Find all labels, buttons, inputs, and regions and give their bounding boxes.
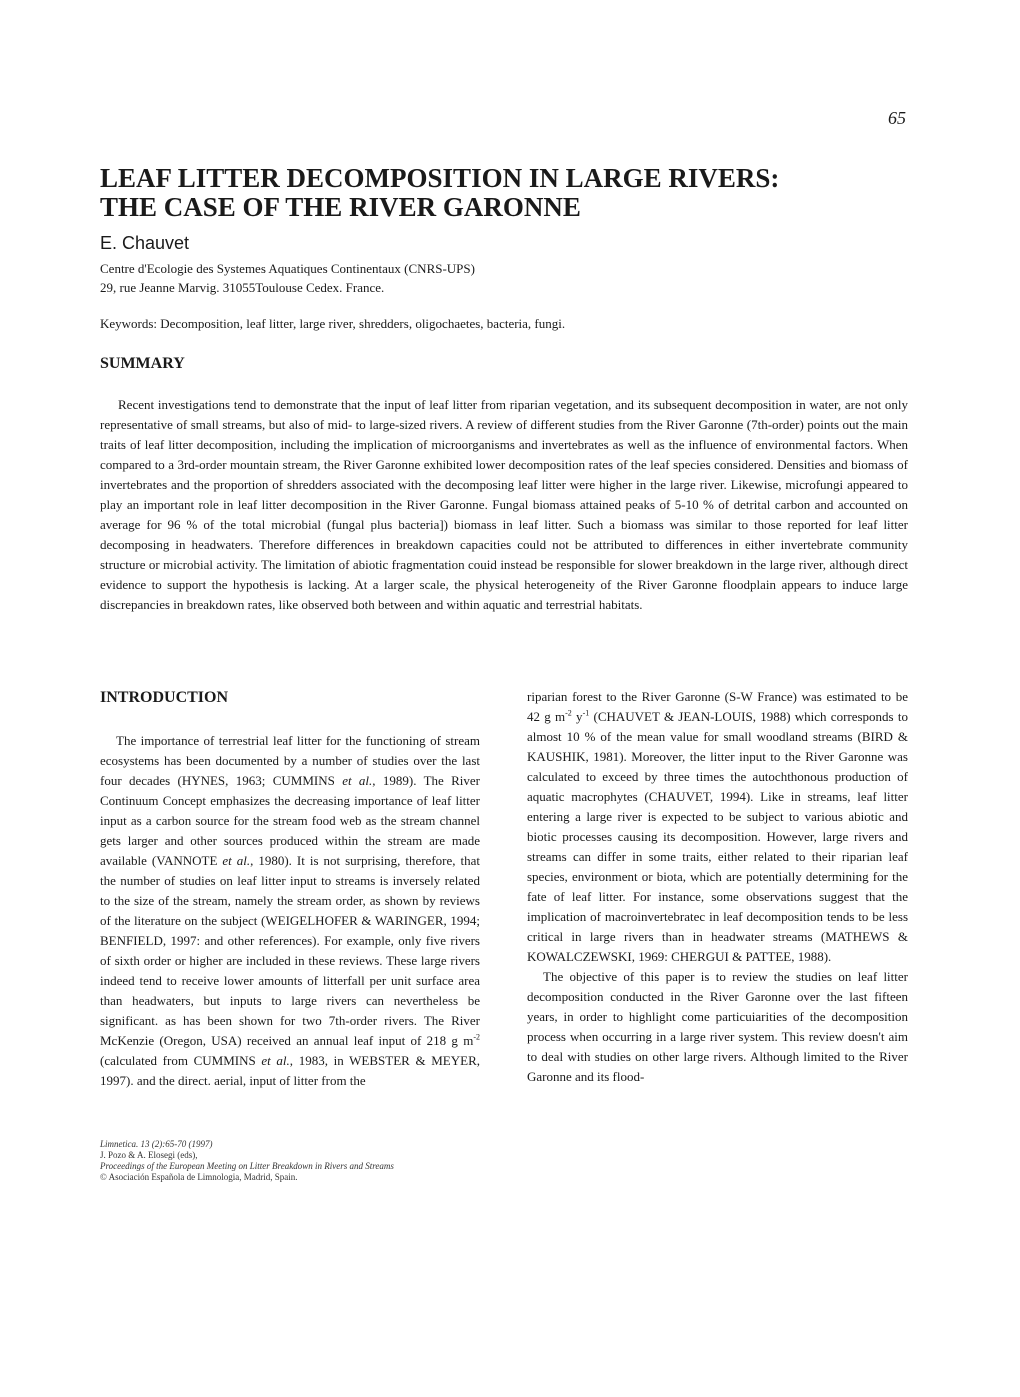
footer-proceedings: Proceedings of the European Meeting on Litter Breakdown in Rivers and Streams bbox=[100, 1161, 394, 1171]
title-line-2: THE CASE OF THE RIVER GARONNE bbox=[100, 192, 581, 222]
footer-editors: J. Pozo & A. Elosegi (eds), bbox=[100, 1150, 198, 1160]
introduction-heading: INTRODUCTION bbox=[100, 689, 229, 706]
affiliation bbox=[100, 259, 475, 297]
footer-copyright: © Asociación Española de Limnologia, Madrid, Spain. bbox=[100, 1172, 298, 1182]
intro-paragraph-1: The importance of terrestrial leaf litter for the functioning of stream ecosystems has been documented by a number of studies over the last four decades (HYNES, 1963; CUMMINS et al., 1989). The River Continuum Concept emphasizes the decreasing importance of leaf litter input as a carbon source for the stream food web as the stream channel gets larger and other sources produced within the stream are made available (VANNOTE et al., 1980). It is not surprising, therefore, that the number of studies on leaf litter input to streams is inversely related to the size of the stream, namely the stream order, as shown by reviews of the literature on the subject (WEIGELHOFER & WARINGER, 1994; BENFIELD, 1997: and other references). For example, only five rivers of sixth order or higher are included in these reviews. These large rivers indeed tend to receive lower amounts of litterfall per unit surface area than headwaters, but inputs to large rivers can nevertheless be significant. as has been shown for two 7th-order rivers. The River McKenzie (Oregon, USA) received an annual leaf input of 218 g $m^{-2}$ (calculated from CUMMINS et al., 1983, in WEBSTER & MEYER, 1997). and the direct. aerial, input of litter from the bbox=[100, 733, 481, 1088]
affiliation-line-1: Centre d'Ecologie des Systemes Aquatiques Continentaux (CNRS-UPS) bbox=[100, 261, 475, 276]
introduction-column-left bbox=[100, 731, 480, 1091]
title-line-1: LEAF LITTER DECOMPOSITION IN LARGE RIVERS: bbox=[100, 163, 780, 193]
intro-paragraph-1-cont: riparian forest to the River Garonne (S-W France) was estimated to be 42 g $m^{-2}$ $y^{-1}$ (CHAUVET & JEAN-LOUIS, 1988) which corresponds to almost 10 % of the mean value for small woodland streams (BIRD & KAUSHIK, 1981). Moreover, the litter input to the River Garonne was calculated to exceed by three times the autochthonous production of aquatic macrophytes (CHAUVET, 1994). Like in streams, leaf litter entering a large river is expected to be subject to various abiotic and biotic processes causing its decomposition. However, large rivers and streams can differ in some traits, either related to their riparian leaf species, environment or biota, which are potentially determining for the fate of leaf litter. For instance, some observations suggest that the implication of macroinvertebratec in leaf decomposition tends to be less critical in large rivers than in headwater streams (MATHEWS & KOWALCZEWSKI, 1969: CHERGUI & PATTEE, 1988). bbox=[527, 689, 908, 964]
intro-paragraph-2: The objective of this paper is to review the studies on leaf litter decomposition conducted in the River Garonne over the last fifteen years, in order to highlight come particuiarities of the decomposition process when occurring in a large river system. This review doesn't aim to deal with studies on other large rivers. Although limited to the River Garonne and its flood- bbox=[527, 969, 908, 1084]
introduction-column-right bbox=[527, 687, 908, 1087]
page-number: 65 bbox=[888, 108, 906, 128]
paper-title bbox=[100, 164, 920, 222]
author-name: E. Chauvet bbox=[100, 233, 190, 253]
keywords: Keywords: Decomposition, leaf litter, large river, shredders, oligochaetes, bacteria, fungi. bbox=[100, 316, 566, 331]
footer-journal: Limnetica. 13 (2):65-70 (1997) bbox=[100, 1139, 213, 1149]
publication-footer bbox=[100, 1139, 394, 1183]
summary-text: Recent investigations tend to demonstrate that the input of leaf litter from riparian vegetation, and its subsequent decomposition in water, are not only representative of small streams, but also of mid- to large-sized rivers. A review of different studies from the River Garonne (7th-order) points out the main traits of leaf litter decomposition, including the implication of microorganisms and invertebrates as well as the influence of environmental factors. When compared to a 3rd-order mountain stream, the River Garonne exhibited lower decomposition rates of the leaf species considered. Densities and biomass of invertebrates and the proportion of shredders associated with the decomposing leaf litter were higher in the large river. Likewise, microfungi appeared to play an important role in leaf litter decomposition in the River Garonne. Fungal biomass attained peaks of 5-10 % of detrital carbon and accounted on average for 96 % of the total microbial (fungal plus bacteria]) biomass in leaf litter. Such a biomass was similar to those reported for leaf litter decomposing in headwaters. Therefore differences in breakdown capacities could not be attributed to differences in either invertebrate community structure or microbial activity. The limitation of abiotic fragmentation couid instead be responsible for slower breakdown in the large river, although direct evidence to support the hypothesis is lacking. At a larger scale, the physical heterogeneity of the River Garonne floodplain appears to induce large discrepancies in breakdown rates, like observed both between and within aquatic and terrestrial habitats. bbox=[100, 397, 908, 612]
affiliation-line-2: 29, rue Jeanne Marvig. 31055Toulouse Cedex. France. bbox=[100, 280, 385, 295]
summary-heading: SUMMARY bbox=[100, 355, 185, 372]
